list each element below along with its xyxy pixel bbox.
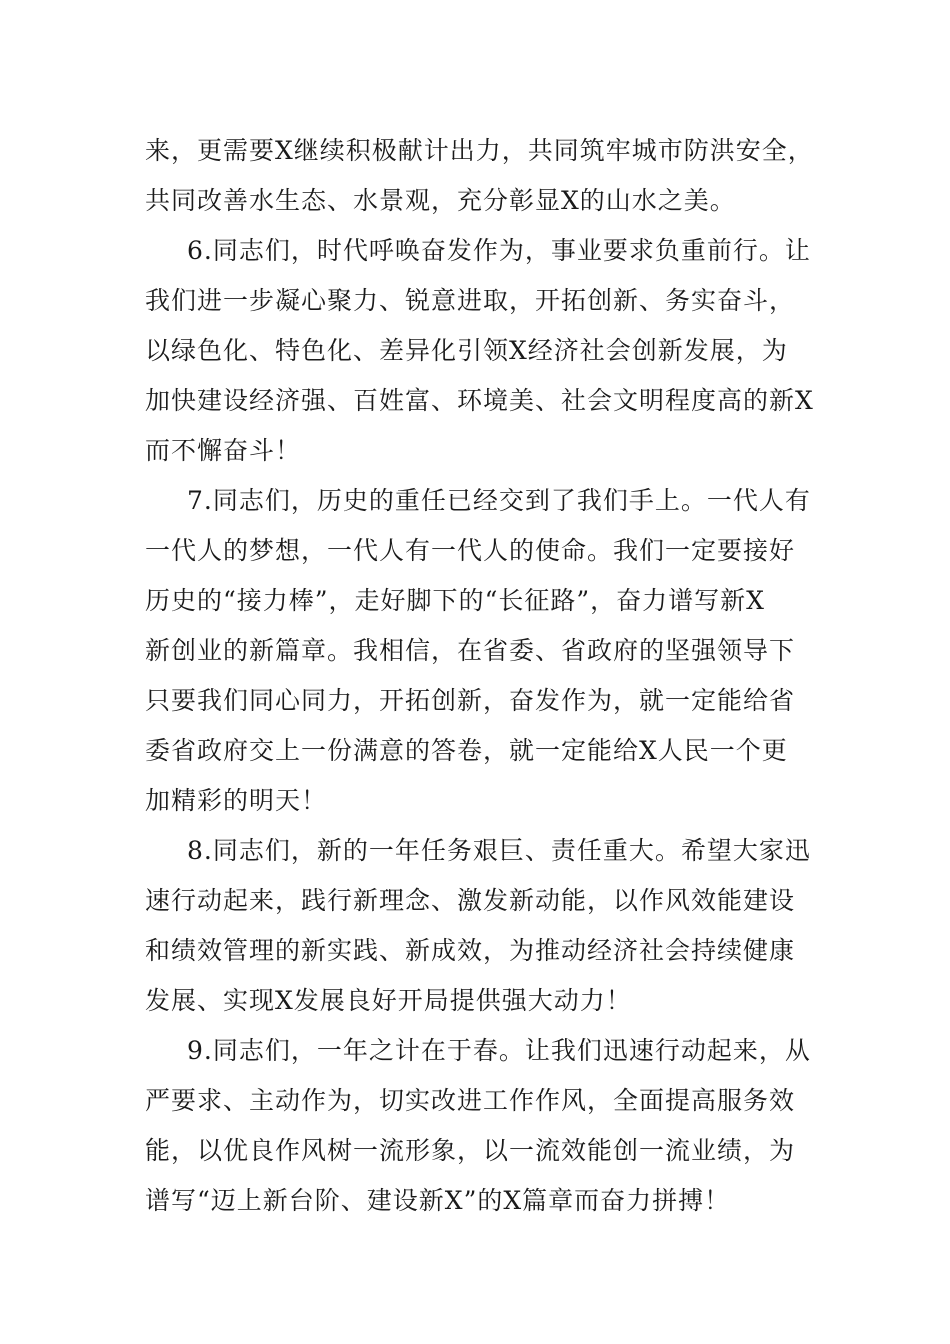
text-line: 发展、实现X发展良好开局提供强大动力！ [145,986,632,1015]
paragraph-6-first-line: 6.同志们，时代呼唤奋发作为，事业要求负重前行。让 [187,236,811,265]
text-line: 委省政府交上一份满意的答卷，就一定能给X人民一个更 [145,736,788,765]
text-line: 加快建设经济强、百姓富、环境美、社会文明程度高的新X [145,386,814,415]
text-line: 一代人的梦想，一代人有一代人的使命。我们一定要接好 [145,536,796,565]
text-line: 只要我们同心同力，开拓创新，奋发作为，就一定能给省 [145,686,796,715]
text-line: 而不懈奋斗！ [145,436,302,465]
text-line: 以绿色化、特色化、差异化引领X经济社会创新发展，为 [145,336,788,365]
text-line: 历史的“接力棒”，走好脚下的“长征路”，奋力谱写新X [145,586,765,615]
text-line: 速行动起来，践行新理念、激发新动能，以作风效能建设 [145,886,796,915]
text-line: 我们进一步凝心聚力、锐意进取，开拓创新、务实奋斗， [145,286,796,315]
text-line: 和绩效管理的新实践、新成效，为推动经济社会持续健康 [145,936,796,965]
text-line: 严要求、主动作为，切实改进工作作风，全面提高服务效 [145,1086,796,1115]
document-page [145,126,825,1226]
text-line: 加精彩的明天！ [145,786,328,815]
paragraph-7-first-line: 7.同志们，历史的重任已经交到了我们手上。一代人有 [187,486,811,515]
text-line: 共同改善水生态、水景观，充分彰显X的山水之美。 [145,186,736,215]
text-line: 谱写“迈上新台阶、建设新X”的X篇章而奋力拼搏！ [145,1186,731,1215]
paragraph-9-first-line: 9.同志们，一年之计在于春。让我们迅速行动起来，从 [187,1036,811,1065]
text-line: 新创业的新篇章。我相信，在省委、省政府的坚强领导下 [145,636,796,665]
text-line: 能，以优良作风树一流形象，以一流效能创一流业绩，为 [145,1136,796,1165]
text-line: 来，更需要X继续积极献计出力，共同筑牢城市防洪安全， [145,136,814,165]
paragraph-8-first-line: 8.同志们，新的一年任务艰巨、责任重大。希望大家迅 [187,836,811,865]
